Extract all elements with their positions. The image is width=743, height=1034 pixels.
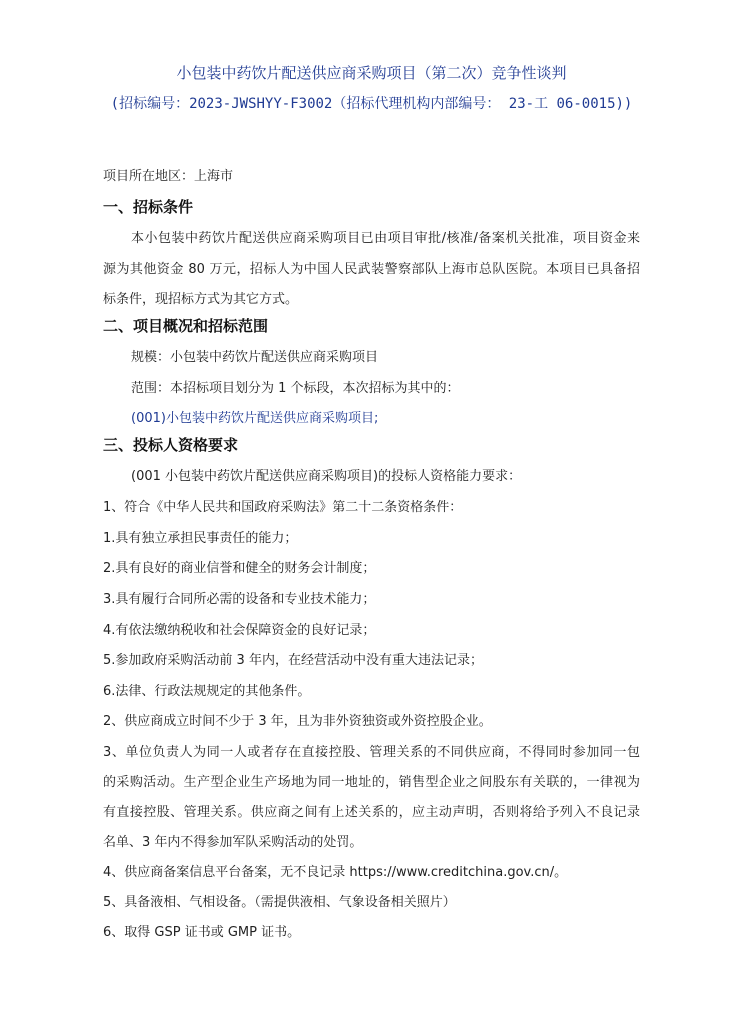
section-1-paragraph-line: 源为其他资金 80 万元，招标人为中国人民武装警察部队上海市总队医院。本项目已具备招: [103, 262, 640, 277]
requirement-1-sub: 1.具有独立承担民事责任的能力；: [103, 531, 298, 546]
section-2-heading: 二、项目概况和招标范围: [103, 317, 269, 335]
requirement-3-line: 3、单位负责人为同一人或者存在直接控股、管理关系的不同供应商，不得同时参加同一包: [103, 745, 640, 760]
project-range: 范围：本招标项目划分为 1 个标段，本次招标为其中的：: [131, 381, 460, 396]
requirement-1-sub: 6.法律、行政法规规定的其他条件。: [103, 684, 311, 699]
section-1-heading: 一、招标条件: [103, 198, 194, 216]
requirement-3-line: 有直接控股、管理关系。供应商之间有上述关系的，应主动声明，否则将给予列入不良记录: [103, 805, 640, 820]
requirement-4: 4、供应商备案信息平台备案，无不良记录 https://www.creditchina.gov.cn/。: [103, 865, 568, 880]
requirement-6: 6、取得 GSP 证书或 GMP 证书。: [103, 925, 301, 940]
section-1-paragraph-line: 本小包装中药饮片配送供应商采购项目已由项目审批/核准/备案机关批准，项目资金来: [131, 231, 640, 246]
section-1-paragraph-line: 标条件，现招标方式为其它方式。: [103, 292, 299, 307]
lot-item: (001)小包装中药饮片配送供应商采购项目;: [131, 411, 379, 426]
document-title: 小包装中药饮片配送供应商采购项目（第二次）竞争性谈判: [176, 64, 567, 82]
requirement-2: 2、供应商成立时间不少于 3 年，且为非外资独资或外资控股企业。: [103, 714, 492, 729]
requirement-1-sub: 5.参加政府采购活动前 3 年内，在经营活动中没有重大违法记录；: [103, 653, 483, 668]
project-scale: 规模：小包装中药饮片配送供应商采购项目: [131, 350, 379, 365]
tender-number: (招标编号：2023-JWSHYY-F3002（招标代理机构内部编号： 23-工 06-0015)): [110, 96, 633, 112]
requirement-5: 5、具备液相、气相设备。（需提供液相、气象设备相关照片）: [103, 895, 456, 910]
requirement-3-line: 的采购活动。生产型企业生产场地为同一地址的，销售型企业之间股东有关联的，一律视为: [103, 775, 640, 790]
project-region: 项目所在地区：上海市: [103, 169, 234, 184]
qualification-intro: (001 小包装中药饮片配送供应商采购项目)的投标人资格能力要求：: [131, 469, 522, 484]
requirement-1-sub: 3.具有履行合同所必需的设备和专业技术能力；: [103, 592, 376, 607]
section-3-heading: 三、投标人资格要求: [103, 436, 239, 454]
requirement-1-sub: 4.有依法缴纳税收和社会保障资金的良好记录；: [103, 623, 376, 638]
requirement-3-line: 名单、3 年内不得参加军队采购活动的处罚。: [103, 835, 363, 850]
requirement-1-sub: 2.具有良好的商业信誉和健全的财务会计制度；: [103, 561, 376, 576]
requirement-1: 1、符合《中华人民共和国政府采购法》第二十二条资格条件：: [103, 500, 463, 515]
